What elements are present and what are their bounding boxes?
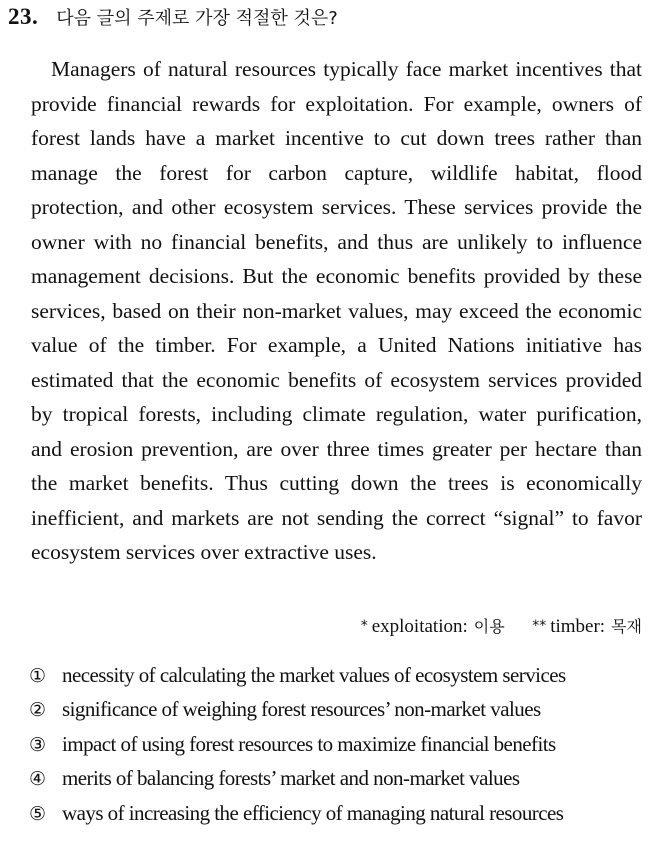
footnote-term: timber: [550,616,606,637]
question-prompt: 다음 글의 주제로 가장 적절한 것은? [56,8,338,29]
answer-options [29,658,649,830]
footnotes [361,614,642,638]
footnote-gloss: 목재 [611,617,642,636]
footnote-marker: * [360,618,368,634]
answer-option[interactable] [29,727,649,761]
answer-option[interactable] [29,796,649,830]
option-text: merits of balancing forests’ market and non-market values [62,766,520,791]
footnote-gloss: 이용 [473,617,505,636]
option-text: significance of weighing forest resources’ non-market values [62,697,541,722]
option-number: ③ [29,733,47,756]
option-number: ④ [29,768,47,791]
option-text: ways of increasing the efficiency of managing natural resources [62,800,564,825]
option-number: ① [29,665,47,687]
question-number: 23. [8,4,39,29]
answer-option[interactable] [29,658,649,692]
option-number: ⑤ [29,802,47,825]
answer-option[interactable] [29,692,649,726]
footnote-term: exploitation: [371,616,468,637]
answer-option[interactable] [29,761,649,795]
option-text: impact of using forest resources to maximize financial benefits [62,731,556,756]
footnote-marker: ** [532,618,547,634]
option-text: necessity of calculating the market values of ecosystem services [62,663,566,687]
question-header [8,4,648,40]
passage-text: Managers of natural resources typically face market incentives that provide financial rewards for exploitation. For example, owners of forest lands have a market incentive to cut down trees rather than manage the forest for carbon capture, wildlife habitat, flood protection, and other ecosystem services. These services provide the owner with no financial benefits, and thus are unlikely to influence management decisions. But the economic benefits provided by these services, based on their non-market values, may exceed the economic value of the timber. For example, a United Nations initiative has estimated that the economic benefits of ecosystem services provided by tropical forests, including climate regulation, water purification, and erosion prevention, are over three times greater per hectare than the market benefits. Thus cutting down the trees is economically inefficient, and markets are not sending the correct “signal” to favor ecosystem services over extractive uses. [31,57,642,564]
option-number: ② [29,699,47,722]
